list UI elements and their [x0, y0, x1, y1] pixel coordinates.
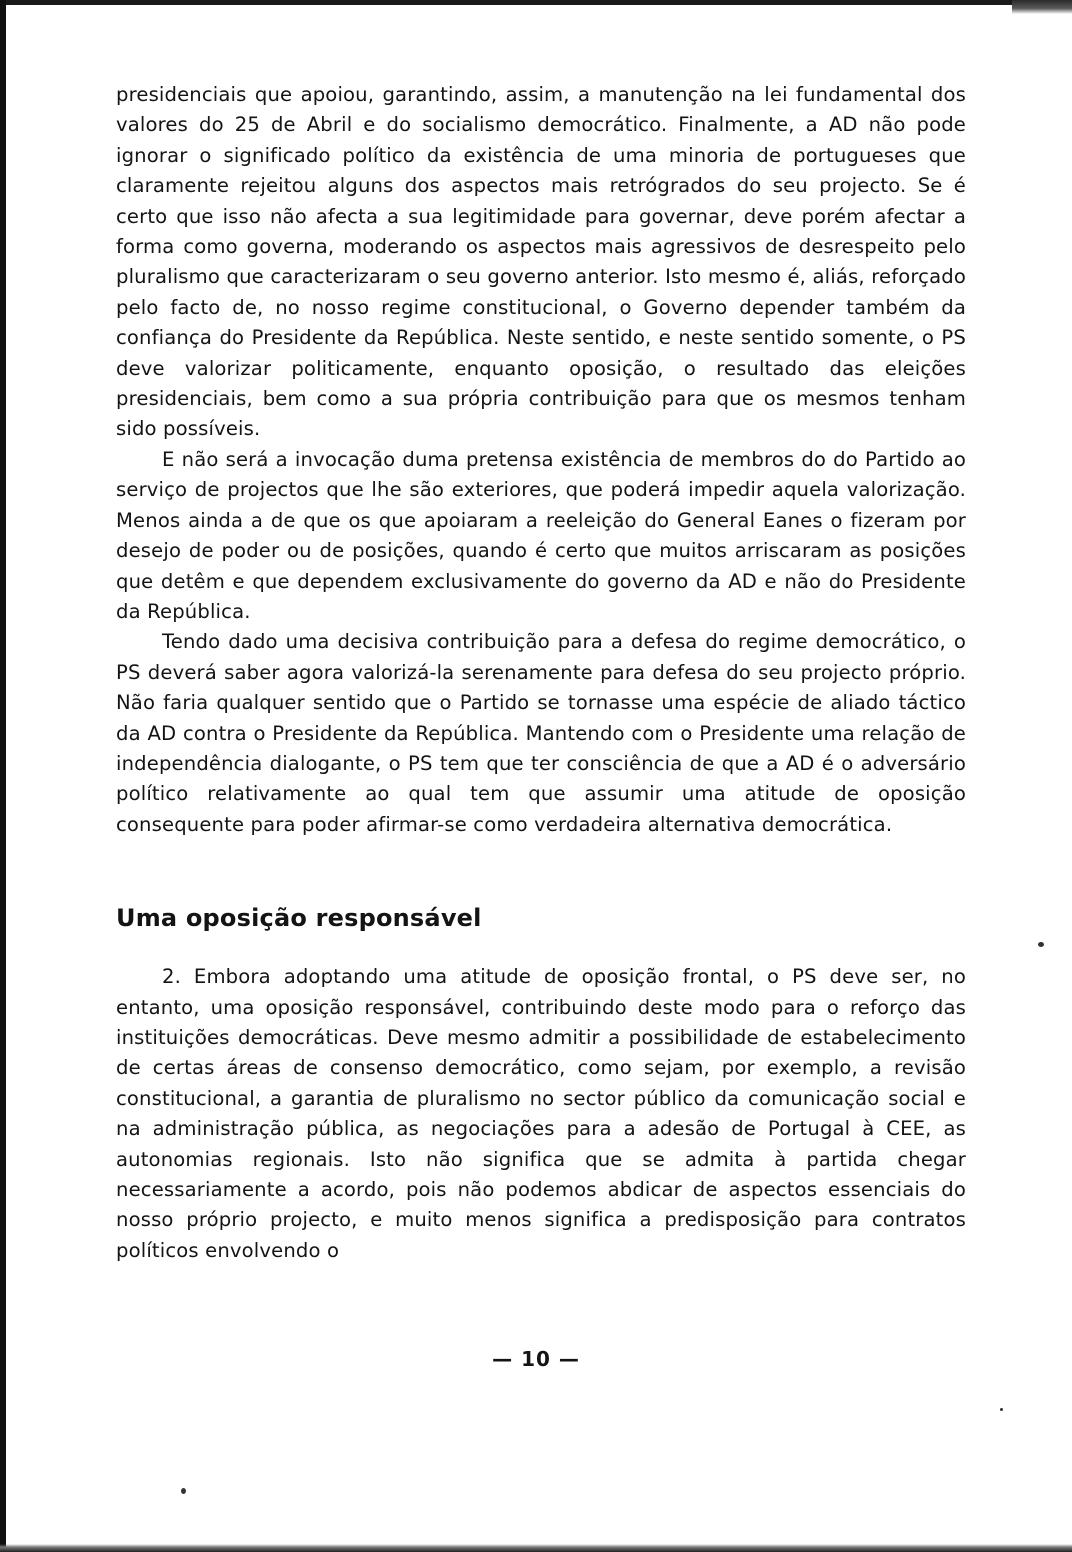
scan-edge-left	[0, 0, 6, 1552]
body-paragraph: E não será a invocação duma pretensa existência de membros do do Partido ao serviço de projectos que lhe são exteriores, que poderá impedir aquela valorização. Menos ainda a de que os que apoiaram a reeleição do General Eanes o fizeram por desejo de poder ou de posições, quando é certo que muitos arriscaram as posições que detêm e que dependem exclusivamente do governo da AD e não do Presidente da República.	[116, 447, 966, 623]
page-number: — 10 —	[492, 1347, 580, 1371]
scan-edge-bottom	[0, 1544, 1072, 1552]
scan-speck	[1038, 942, 1044, 947]
body-paragraph: Tendo dado uma decisiva contribuição para a defesa do regime democrático, o PS deverá saber agora valorizá-la serenamente para defesa do seu projecto próprio. Não faria qualquer sentido que o Partido se tornasse uma espécie de aliado táctico da AD contra o Presidente da República. Mantendo com o Presidente uma relação de independência dialogante, o PS tem que ter consciência de que a AD é o adversário político relativamente ao qual tem que assumir uma atitude de oposição consequente para poder afirmar-se como verdadeira alternativa democrática.	[116, 630, 966, 836]
scan-corner-shadow	[1012, 0, 1072, 14]
document-page	[116, 80, 966, 1266]
body-paragraph: presidenciais que apoiou, garantindo, assim, a manutenção na lei fundamental dos valores do 25 de Abril e do socialismo democrático. Finalmente, a AD não pode ignorar o significado político da existência de uma minoria de portugueses que claramente rejeitou alguns dos aspectos mais retrógrados do seu projecto. Se é certo que isso não afecta a sua legitimidade para governar, deve porém afectar a forma como governa, moderando os aspectos mais agressivos de desrespeito pelo pluralismo que caracterizaram o seu governo anterior. Isto mesmo é, aliás, reforçado pelo facto de, no nosso regime constitucional, o Governo depender também da confiança do Presidente da República. Neste sentido, e neste sentido somente, o PS deve valorizar politicamente, enquanto oposição, o resultado das eleições presidenciais, bem como a sua própria contribuição para que os mesmos tenham sido possíveis.	[116, 83, 966, 441]
body-paragraph: 2. Embora adoptando uma atitude de oposição frontal, o PS deve ser, no entanto, uma oposição responsável, contribuindo deste modo para o reforço das instituições democráticas. Deve mesmo admitir a possibilidade de estabelecimento de certas áreas de consenso democrático, como sejam, por exemplo, a revisão constitucional, a garantia de pluralismo no sector público da comunicação social e na administração pública, as negociações para a adesão de Portugal à CEE, as autonomias regionais. Isto não significa que se admita à partida chegar necessariamente a acordo, pois não podemos abdicar de aspectos essenciais do nosso próprio projecto, e muito menos significa a predisposição para contratos políticos envolvendo o	[116, 965, 966, 1262]
scan-edge-top	[0, 0, 1072, 5]
section-heading: Uma oposição responsável	[116, 904, 482, 933]
scan-speck	[181, 1488, 186, 1494]
scan-speck	[1000, 1408, 1003, 1411]
